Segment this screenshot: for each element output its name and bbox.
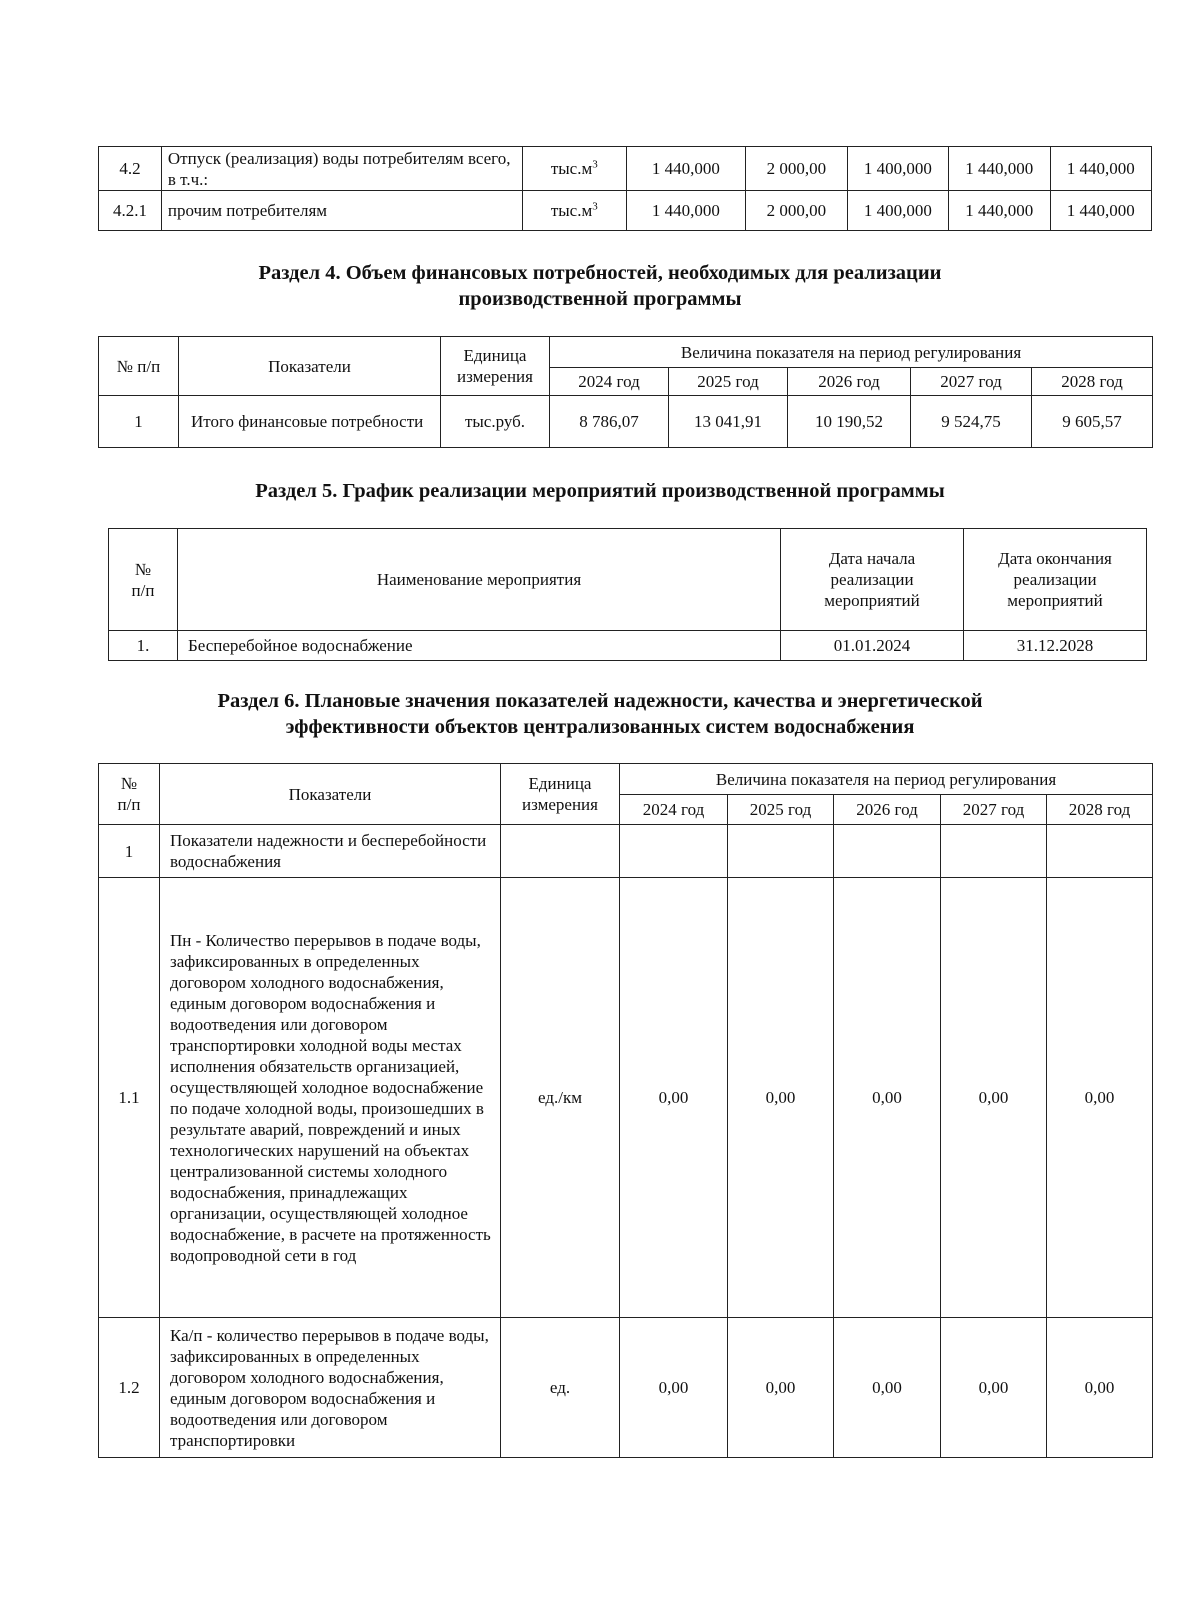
section6-title: Раздел 6. Плановые значения показателей надежности, качества и энергетической эффективности объектов централизованных систем водоснабжения xyxy=(217,690,983,738)
table-row xyxy=(109,631,1147,661)
header-name: Показатели xyxy=(160,764,501,825)
header-unit: Единица измерения xyxy=(441,337,550,396)
row-name: Отпуск (реализация) воды потребителям всего, в т.ч.: xyxy=(161,147,522,191)
year-header: 2026 год xyxy=(788,368,911,396)
value-cell: 2 000,00 xyxy=(746,147,847,191)
value-cell: 8 786,07 xyxy=(550,396,669,448)
row-number: 1 xyxy=(99,825,160,878)
value-cell: 1 440,000 xyxy=(949,147,1050,191)
end-date: 31.12.2028 xyxy=(964,631,1147,661)
value-cell: 9 524,75 xyxy=(911,396,1032,448)
value-cell: 0,00 xyxy=(620,878,728,1318)
row-unit: ед./км xyxy=(501,878,620,1318)
header-num: № п/п xyxy=(99,337,179,396)
year-header: 2028 год xyxy=(1032,368,1153,396)
row-unit: тыс.руб. xyxy=(441,396,550,448)
table-row xyxy=(99,147,1152,191)
header-start-date: Дата начала реализации мероприятий xyxy=(781,529,964,631)
row-number: 4.2.1 xyxy=(99,191,162,231)
row-name: Показатели надежности и бесперебойности водоснабжения xyxy=(160,825,501,878)
row-number: 1.2 xyxy=(99,1318,160,1458)
year-header: 2027 год xyxy=(941,795,1047,825)
value-cell: 1 400,000 xyxy=(847,191,948,231)
row-unit: ед. xyxy=(501,1318,620,1458)
year-header: 2026 год xyxy=(834,795,941,825)
schedule-table xyxy=(108,528,1147,661)
value-cell: 0,00 xyxy=(941,878,1047,1318)
value-cell xyxy=(834,825,941,878)
value-cell: 13 041,91 xyxy=(669,396,788,448)
value-cell: 0,00 xyxy=(834,1318,941,1458)
table-row xyxy=(99,191,1152,231)
row-unit xyxy=(501,825,620,878)
value-cell: 10 190,52 xyxy=(788,396,911,448)
value-cell: 1 440,000 xyxy=(626,147,746,191)
value-cell: 0,00 xyxy=(834,878,941,1318)
section5-title: Раздел 5. График реализации мероприятий производственной программы xyxy=(255,480,945,502)
start-date: 01.01.2024 xyxy=(781,631,964,661)
header-name: Показатели xyxy=(179,337,441,396)
header-end-date: Дата окончания реализации мероприятий xyxy=(964,529,1147,631)
value-cell xyxy=(1047,825,1153,878)
row-unit: $тыс.м^3$ xyxy=(523,191,626,231)
row-name: Итого финансовые потребности xyxy=(179,396,441,448)
row-name: Пн - Количество перерывов в подаче воды, зафиксированных в определенных договором холодного водоснабжения, единым договором водоснабжения и водоотведения или договором транспортировки холодной воды местах исполнения обязательств организацией, осуществляющей холодное водоснабжение по подаче холодной воды, произошедших в результате аварий, повреждений и иных технологических нарушений на объектах централизованной системы холодного водоснабжения, принадлежащих организации, осуществляющей холодное водоснабжение, в расчете на протяженность водопроводной сети в год xyxy=(160,878,501,1318)
year-header: 2025 год xyxy=(728,795,834,825)
value-cell: 0,00 xyxy=(1047,878,1153,1318)
row-number: 1.1 xyxy=(99,878,160,1318)
row-name: прочим потребителям xyxy=(161,191,522,231)
header-num: № п/п xyxy=(99,764,160,825)
reliability-table xyxy=(98,763,1153,1458)
value-cell: 1 440,000 xyxy=(1050,191,1151,231)
value-cell: 0,00 xyxy=(620,1318,728,1458)
financial-needs-table xyxy=(98,336,1153,448)
year-header: 2028 год xyxy=(1047,795,1153,825)
table-row xyxy=(99,825,1153,878)
water-release-table xyxy=(98,146,1152,231)
row-number: 4.2 xyxy=(99,147,162,191)
row-name: Бесперебойное водоснабжение xyxy=(178,631,781,661)
table-row xyxy=(99,878,1153,1318)
row-number: 1. xyxy=(109,631,178,661)
header-num: № п/п xyxy=(109,529,178,631)
section4-title: Раздел 4. Объем финансовых потребностей, необходимых для реализации производственной программы xyxy=(258,262,942,310)
year-header: 2025 год xyxy=(669,368,788,396)
header-unit: Единица измерения xyxy=(501,764,620,825)
value-cell: 1 440,000 xyxy=(626,191,746,231)
row-unit: $тыс.м^3$ xyxy=(523,147,626,191)
value-cell: 0,00 xyxy=(1047,1318,1153,1458)
value-cell: 2 000,00 xyxy=(746,191,847,231)
value-cell xyxy=(620,825,728,878)
table-row xyxy=(99,396,1153,448)
value-cell xyxy=(941,825,1047,878)
header-name: Наименование мероприятия xyxy=(178,529,781,631)
value-cell: 1 440,000 xyxy=(949,191,1050,231)
year-header: 2024 год xyxy=(620,795,728,825)
value-cell xyxy=(728,825,834,878)
header-period: Величина показателя на период регулирования xyxy=(620,764,1153,795)
header-period: Величина показателя на период регулирования xyxy=(550,337,1153,368)
value-cell: 0,00 xyxy=(941,1318,1047,1458)
value-cell: 0,00 xyxy=(728,1318,834,1458)
value-cell: 9 605,57 xyxy=(1032,396,1153,448)
row-number: 1 xyxy=(99,396,179,448)
value-cell: 0,00 xyxy=(728,878,834,1318)
table-row xyxy=(99,1318,1153,1458)
row-name: Ка/п - количество перерывов в подаче воды, зафиксированных в определенных договором холодного водоснабжения, единым договором водоснабжения и водоотведения или договором транспортировки xyxy=(160,1318,501,1458)
year-header: 2027 год xyxy=(911,368,1032,396)
year-header: 2024 год xyxy=(550,368,669,396)
value-cell: 1 440,000 xyxy=(1050,147,1151,191)
value-cell: 1 400,000 xyxy=(847,147,948,191)
